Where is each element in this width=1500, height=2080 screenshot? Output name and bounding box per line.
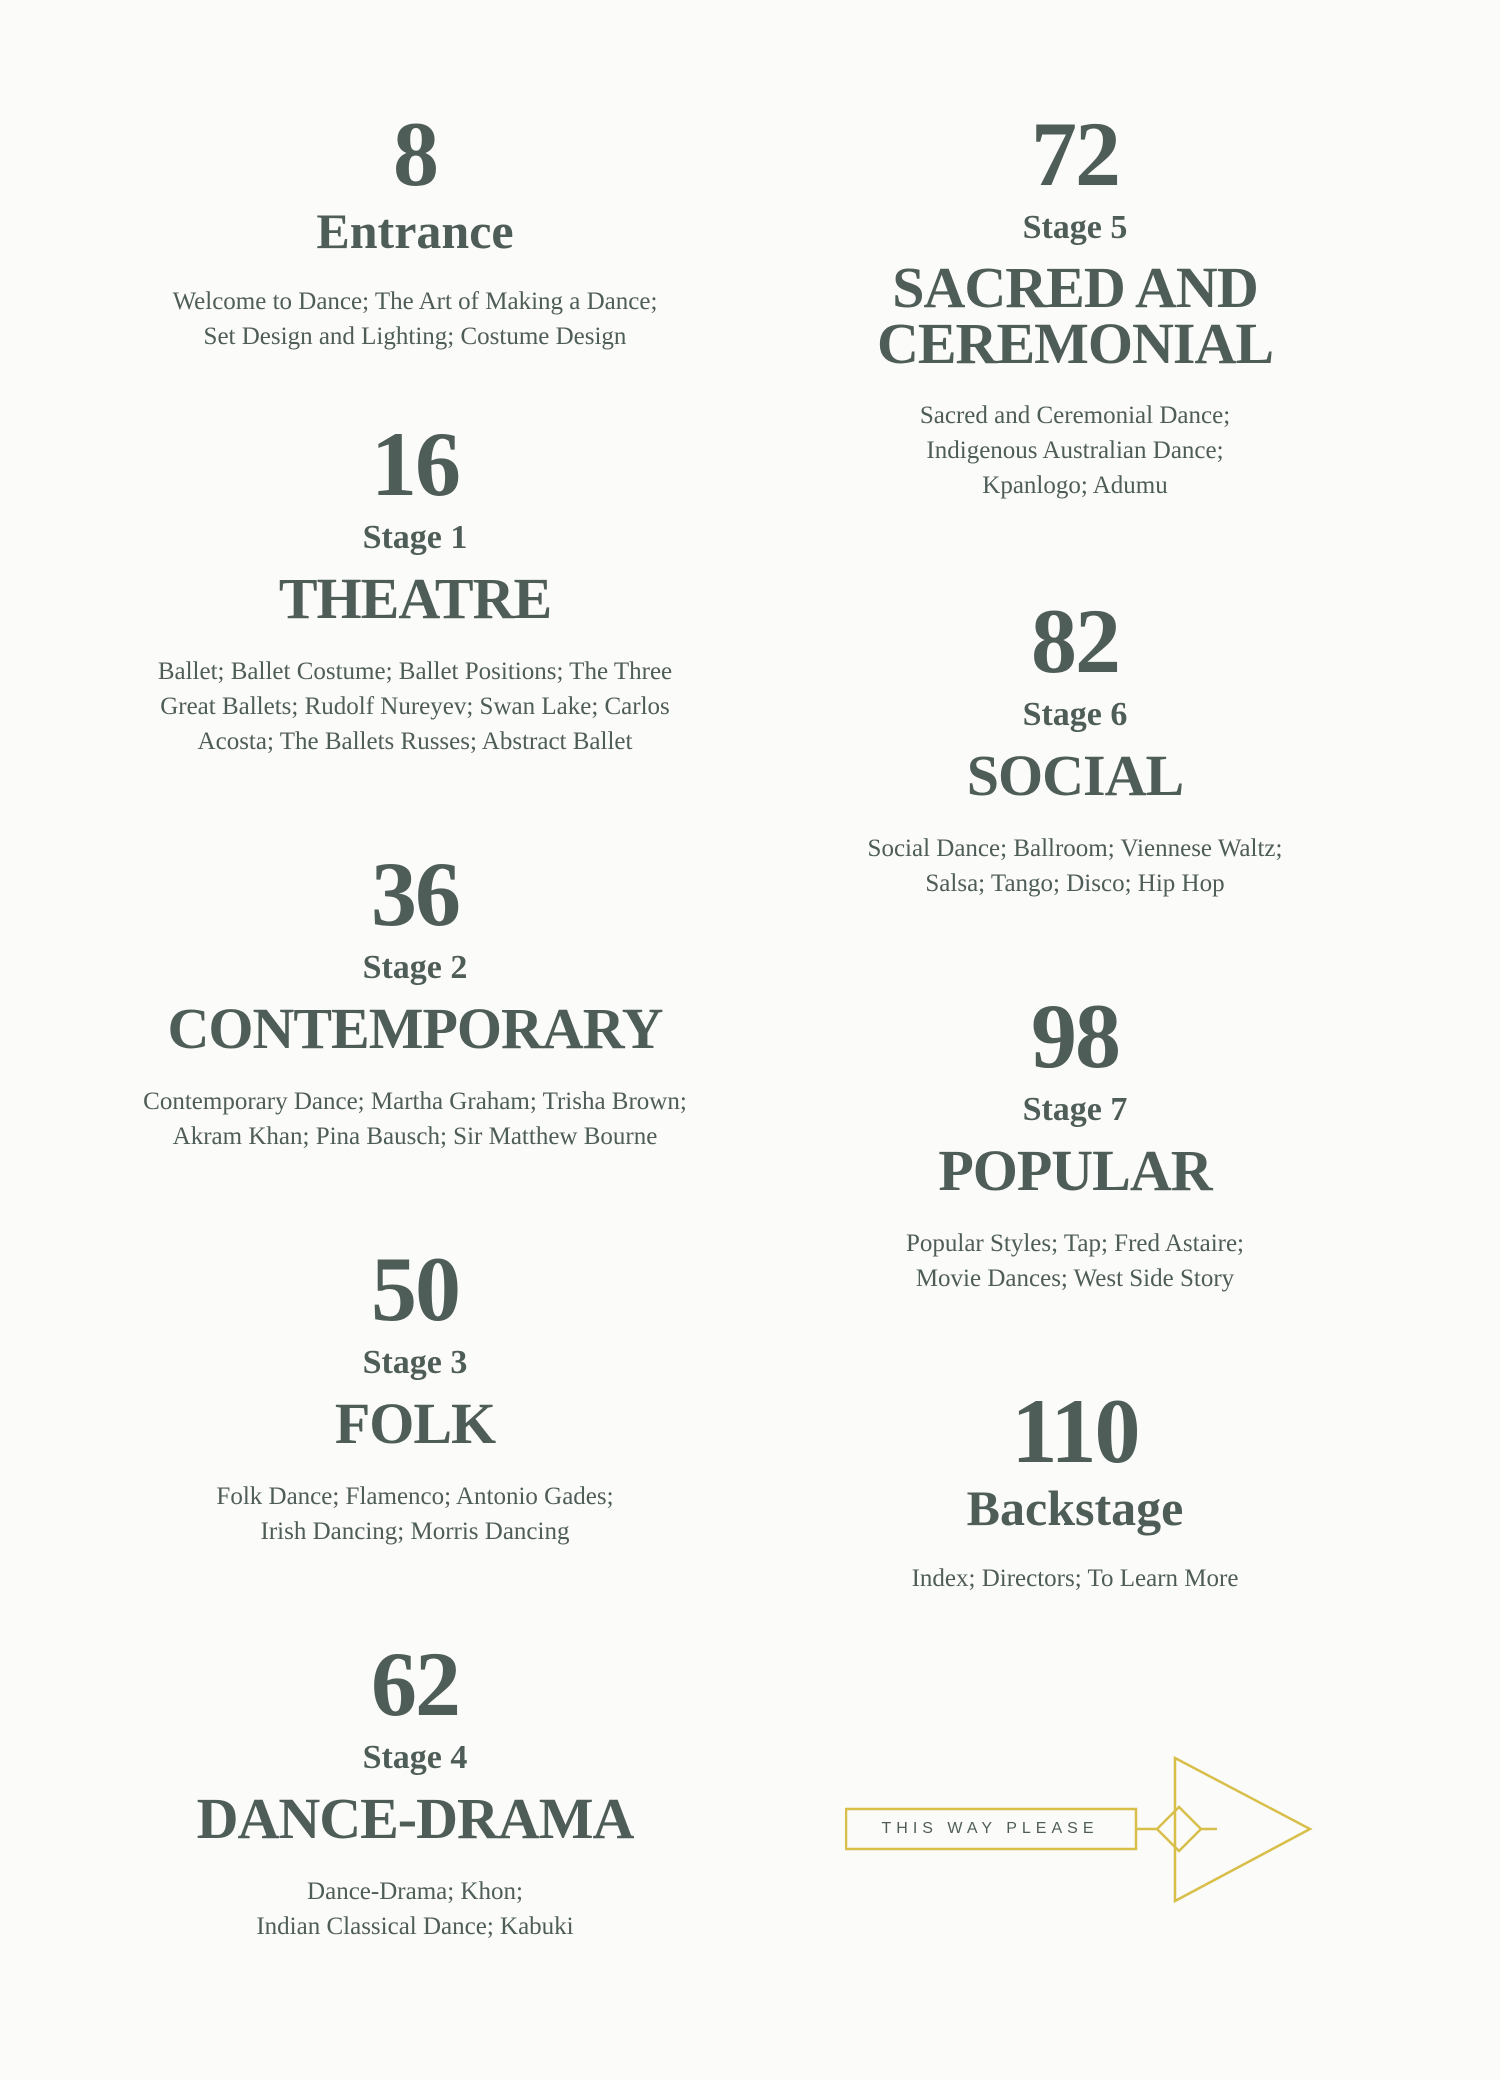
title-line: SACRED AND [892,255,1258,320]
section-title: POPULAR [938,1138,1212,1203]
section-contents [115,284,715,354]
section-contents [775,1561,1375,1596]
toc-stage-4-dance-drama[interactable] [85,1633,745,1944]
page-number: 82 [1031,590,1119,692]
contents-line: Movie Dances; West Side Story [915,1265,1235,1292]
page-number: 72 [1031,103,1119,205]
section-contents [115,1479,715,1549]
contents-line: Contemporary Dance; Martha Graham; Trisha Brown; [143,1088,687,1115]
contents-line: Index; Directors; To Learn More [911,1565,1239,1592]
stage-label: Stage 3 [362,1344,468,1381]
section-title [745,255,1405,376]
contents-line: Set Design and Lighting; Costume Design [203,323,627,350]
contents-line: Acosta; The Ballets Russes; Abstract Ballet [197,728,633,755]
stage-label: Stage 5 [1022,209,1128,246]
page-number: 50 [371,1238,459,1340]
this-way-please-arrow[interactable] [845,1755,1315,1915]
contents-line: Akram Khan; Pina Bausch; Sir Matthew Bourne [172,1123,658,1150]
section-title: Backstage [966,1480,1184,1536]
section-title: FOLK [334,1391,496,1456]
toc-stage-2-contemporary[interactable] [85,843,745,1154]
toc-stage-5-sacred-and-ceremonial[interactable] [745,103,1405,503]
section-title: Entrance [316,203,514,259]
toc-entrance[interactable] [85,103,745,354]
contents-line: Great Ballets; Rudolf Nureyev; Swan Lake; Carlos [160,693,670,720]
page-number: 62 [371,1633,459,1735]
title-line: CEREMONIAL [876,311,1274,376]
stage-label: Stage 7 [1022,1091,1128,1128]
this-way-please-label: THIS WAY PLEASE [881,1820,1099,1837]
contents-line: Popular Styles; Tap; Fred Astaire; [905,1230,1245,1257]
section-title: DANCE-DRAMA [196,1786,634,1851]
toc-backstage[interactable] [745,1380,1405,1596]
contents-line: Indian Classical Dance; Kabuki [256,1913,574,1940]
toc-stage-1-theatre[interactable] [85,413,745,759]
contents-line: Sacred and Ceremonial Dance; [919,402,1231,429]
contents-line: Ballet; Ballet Costume; Ballet Positions; The Three [157,658,673,685]
section-contents [775,1226,1375,1296]
stage-label: Stage 1 [362,519,468,556]
page-number: 8 [393,103,437,205]
section-contents [775,398,1375,503]
page-number: 98 [1031,985,1119,1087]
section-title: THEATRE [278,566,552,631]
page-number: 110 [1011,1380,1139,1482]
contents-line: Social Dance; Ballroom; Viennese Waltz; [867,835,1283,862]
page-number: 36 [371,843,459,945]
contents-line: Welcome to Dance; The Art of Making a Dance; [172,288,658,315]
toc-stage-6-social[interactable] [745,590,1405,901]
contents-line: Indigenous Australian Dance; [926,437,1224,464]
contents-line: Folk Dance; Flamenco; Antonio Gades; [216,1483,614,1510]
section-contents [115,654,715,759]
stage-label: Stage 4 [362,1739,468,1776]
contents-line: Dance-Drama; Khon; [307,1878,523,1905]
section-contents [775,831,1375,901]
stage-label: Stage 2 [362,949,468,986]
stage-label: Stage 6 [1022,696,1128,733]
toc-stage-3-folk[interactable] [85,1238,745,1549]
section-contents [115,1084,715,1154]
contents-line: Irish Dancing; Morris Dancing [260,1518,570,1545]
contents-line: Kpanlogo; Adumu [982,472,1168,499]
section-contents [115,1874,715,1944]
page-number: 16 [371,413,459,515]
contents-line: Salsa; Tango; Disco; Hip Hop [925,870,1225,897]
section-title: SOCIAL [966,743,1184,808]
section-title: CONTEMPORARY [167,996,663,1061]
toc-stage-7-popular[interactable] [745,985,1405,1296]
